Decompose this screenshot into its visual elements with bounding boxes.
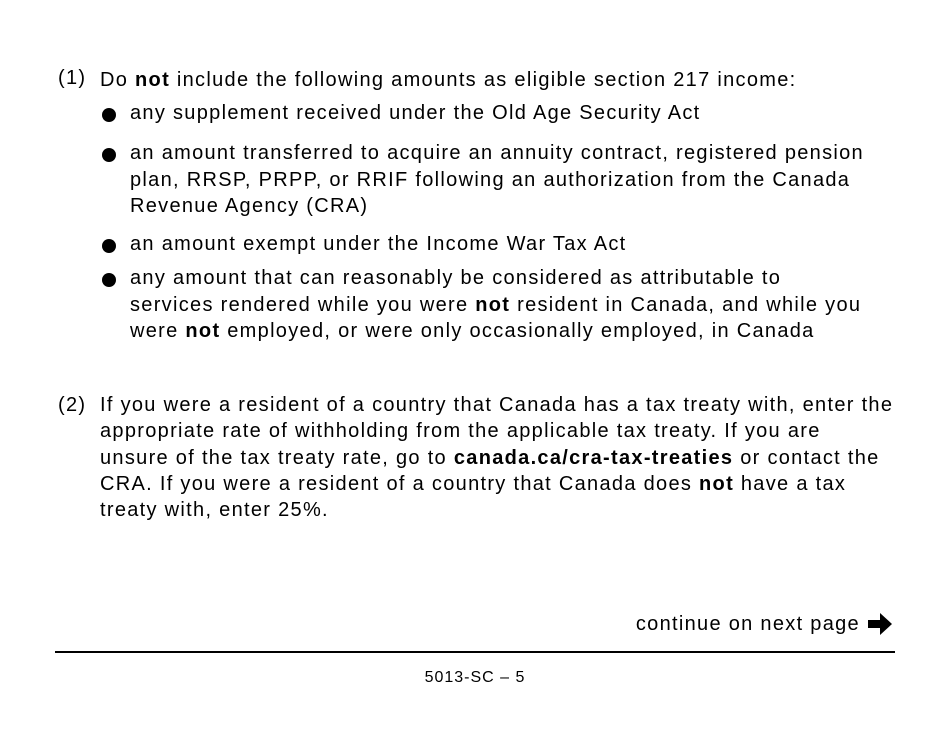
note-1-bullet-list [102, 100, 902, 356]
bullet-text-bold: not [185, 320, 221, 343]
bullet-text: an amount exempt under the Income War Tax Act [130, 233, 627, 256]
bullet-text-part: resident in Canada, and while you were [130, 293, 862, 343]
bullet-icon [102, 239, 116, 253]
note-1-intro-bold: not [135, 69, 171, 91]
bullet-text [130, 267, 861, 342]
bullet-text-part: employed, or were only occasionally employed, in Canada [220, 320, 815, 343]
note-2-text-part: have a tax treaty with, enter 25%. [100, 472, 847, 522]
footer-divider [55, 651, 895, 653]
bullet-text-bold: not [475, 293, 511, 316]
bullet-text-part: any amount that can reasonably be considered as attributable to services rendered while you were [130, 267, 782, 316]
bullet-icon [102, 108, 116, 122]
note-2-text-part: or contact the CRA. If you were a resident of a country that Canada does [100, 446, 880, 495]
note-1-intro [100, 67, 900, 93]
list-item [102, 100, 902, 126]
note-1-intro-pre: Do [100, 69, 136, 91]
bullet-icon [102, 148, 116, 162]
bullet-text: any supplement received under the Old Age Security Act [130, 102, 701, 124]
arrow-right-icon [866, 611, 894, 637]
list-item [102, 140, 870, 219]
note-1-number: (1) [58, 67, 87, 89]
list-item [102, 265, 870, 344]
note-2-number: (2) [58, 394, 87, 416]
note-2-text-bold: not [699, 472, 735, 495]
continue-next-page[interactable] [636, 611, 894, 637]
note-2-body [100, 392, 895, 523]
tax-treaties-link[interactable]: canada.ca/cra-tax-treaties [453, 446, 734, 469]
note-1-intro-post: include the following amounts as eligible section 217 income: [170, 69, 797, 91]
note-2-text-part: If you were a resident of a country that Canada has a tax treaty with, enter the appropriate rate of withholding from the applicable tax treaty. If you are unsure of the tax treaty rate, go to [100, 394, 894, 469]
bullet-text: an amount transferred to acquire an annuity contract, registered pension plan, RRSP, PRPP, or RRIF following an authorization from the Canada Revenue Agency (CRA) [130, 142, 864, 217]
continue-label: continue on next page [635, 613, 860, 635]
bullet-icon [102, 273, 116, 287]
list-item [102, 231, 902, 257]
page-footer: 5013-SC – 5 [424, 669, 526, 686]
